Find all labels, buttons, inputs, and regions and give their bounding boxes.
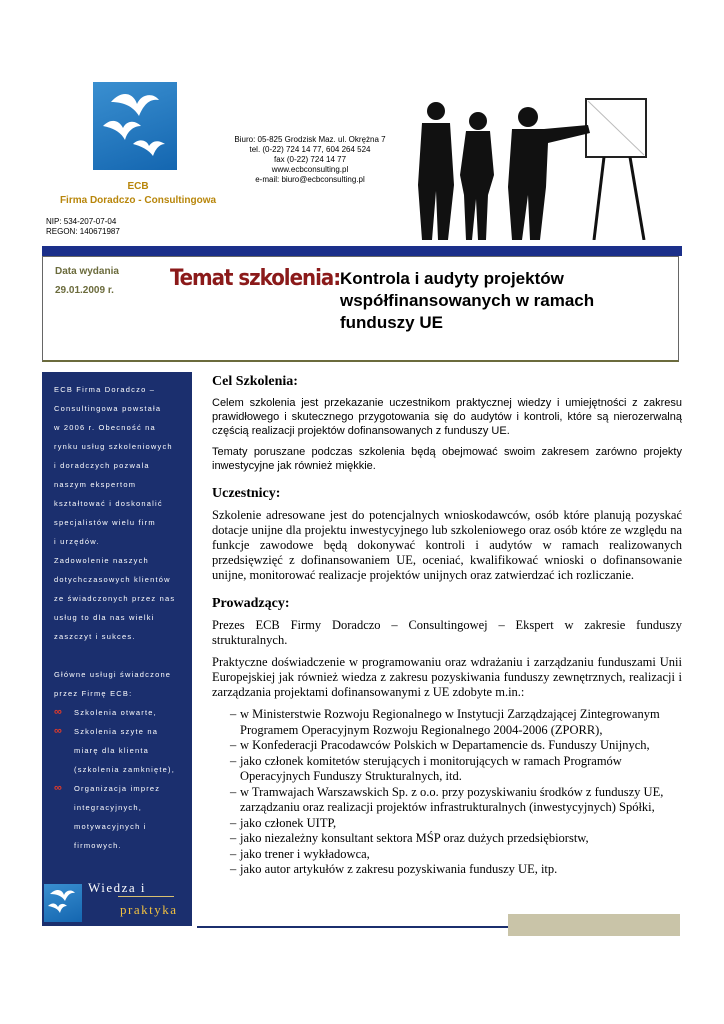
sidebar-intro-line: Consultingowa powstała bbox=[54, 404, 162, 413]
footer-accent-bar bbox=[508, 914, 680, 936]
company-full-name: Firma Doradczo - Consultingowa bbox=[59, 195, 217, 206]
service-line: Szkolenia otwarte, bbox=[74, 708, 157, 717]
services-heading-line: Główne usługi świadczone bbox=[54, 670, 172, 679]
date-value: 29.01.2009 r. bbox=[55, 285, 114, 296]
sidebar-intro-line: ze świadczonych przez nas bbox=[54, 594, 176, 603]
services-heading-line: przez Firmę ECB: bbox=[54, 689, 133, 698]
list-item: – jako autor artykułów z zakresu pozyskiwania funduszy UE, itp. bbox=[230, 862, 682, 878]
trainer-paragraph: Prezes ECB Firmy Doradczo – Consultingowej – Ekspert w zakresie funduszy strukturalnych. bbox=[212, 618, 682, 647]
website-line: www.ecbconsulting.pl bbox=[271, 165, 349, 174]
birds-logo-icon bbox=[93, 82, 177, 170]
service-item bbox=[42, 779, 192, 798]
header-divider bbox=[42, 246, 682, 256]
sidebar-intro-line: usług to dla nas wielki bbox=[54, 613, 155, 622]
sidebar-intro-line: rynku usług szkoleniowych bbox=[54, 442, 173, 451]
trainer-heading: Prowadzący: bbox=[212, 596, 290, 611]
slogan-line-1: Wiedza i bbox=[88, 880, 147, 895]
list-item: – jako niezależny konsultant sektora MŚP oraz dużych przedsiębiorstw, bbox=[230, 831, 682, 847]
sidebar-intro-line: specjalistów wielu firm bbox=[54, 518, 156, 527]
address-line: Biuro: 05-825 Grodzisk Maz. ul. Okrężna 7 bbox=[234, 135, 386, 144]
company-name-block bbox=[58, 180, 218, 208]
sidebar-intro-line: ECB Firma Doradczo – bbox=[54, 385, 156, 394]
slogan-divider bbox=[118, 896, 174, 897]
infinity-bullet-icon: ∞ bbox=[54, 706, 64, 718]
service-item bbox=[42, 703, 192, 722]
slogan-line-2: praktyka bbox=[120, 902, 178, 917]
goal-paragraph: Tematy poruszane podczas szkolenia będą obejmować swoim zakresem zarówno projekty inwestycyjne jak również miękkie. bbox=[212, 446, 682, 472]
company-logo bbox=[93, 82, 177, 170]
email-line: e-mail: biuro@ecbconsulting.pl bbox=[255, 175, 365, 184]
topic-label: Temat szkolenia: bbox=[170, 266, 341, 291]
nip: NIP: 534-207-07-04 bbox=[46, 217, 117, 226]
list-item: – w Tramwajach Warszawskich Sp. z o.o. przy pozyskiwaniu środków z funduszy UE, zarządzaniu oraz realizacji projektów infrastrukturalnych (inwestycyjnych) Spółki, bbox=[230, 785, 682, 816]
sidebar-intro-line: Zadowolenie naszych bbox=[54, 556, 149, 565]
goal-paragraph: Celem szkolenia jest przekazanie uczestnikom praktycznej wiedzy i umiejętności z zakresu prawidłowego i skutecznego przygotowania się do audytów i kontroli, które są nierozerwalną częścią realizacji projektów dofinansowanych z funduszy UE. bbox=[212, 397, 682, 437]
fax-line: fax (0-22) 724 14 77 bbox=[273, 155, 347, 164]
sidebar-intro-line: kształtować i doskonalić bbox=[54, 499, 163, 508]
service-line: Szkolenia szyte na bbox=[74, 727, 159, 736]
birds-logo-icon bbox=[44, 884, 82, 922]
service-line: integracyjnych, bbox=[74, 803, 143, 812]
presentation-illustration bbox=[408, 95, 678, 240]
service-item bbox=[42, 722, 192, 741]
date-label: Data wydania bbox=[55, 266, 119, 277]
list-item: – w Konfederacji Pracodawców Polskich w Departamencie ds. Funduszy Unijnych, bbox=[230, 738, 682, 754]
service-line: (szkolenia zamknięte), bbox=[74, 765, 176, 774]
phone-line: tel. (0-22) 724 14 77, 604 264 524 bbox=[249, 145, 371, 154]
service-line: firmowych. bbox=[74, 841, 122, 850]
sidebar-intro-line: i urzędów. bbox=[54, 537, 100, 546]
list-item: – jako trener i wykładowca, bbox=[230, 847, 682, 863]
sidebar-intro-line: naszym ekspertom bbox=[54, 480, 137, 489]
sidebar-intro-line: w 2006 r. Obecność na bbox=[54, 423, 156, 432]
sidebar-intro-line: zaszczyt i sukces. bbox=[54, 632, 136, 641]
course-title: Kontrola i audyty projektów współfinansowanych w ramach funduszy UE bbox=[340, 269, 595, 332]
participants-heading: Uczestnicy: bbox=[212, 486, 281, 501]
goal-heading: Cel Szkolenia: bbox=[212, 374, 298, 389]
sidebar-intro-line: i doradczych pozwala bbox=[54, 461, 150, 470]
participants-paragraph: Szkolenie adresowane jest do potencjalnych wnioskodawców, osób które planują pozyskać dotacje unijne dla projektu inwestycyjnego lub szkoleniowego oraz osób które ze względu na funkcje zawodowe będą dokonywać kontroli i audytów w ramach realizowanych przedsięwzięć z dofinansowaniem UE, oceniać, kwalifikować wnioski o dofinansowanie unijne, monitorować realizacje projektów unijnych oraz zatwierdzać ich rozliczanie. bbox=[212, 508, 682, 582]
service-line: motywacyjnych i bbox=[74, 822, 147, 831]
infinity-bullet-icon: ∞ bbox=[54, 725, 64, 737]
sidebar-intro-line: dotychczasowych klientów bbox=[54, 575, 171, 584]
sidebar-logo bbox=[44, 884, 82, 922]
company-address bbox=[215, 135, 405, 185]
trainer-paragraph: Praktyczne doświadczenie w programowaniu oraz wdrażaniu i zarządzaniu funduszami Unii Europejskiej jak również wiedza z zakresu pozyskiwania funduszy zewnętrznych, realizacji i zarządzania projektami dofinansowanymi z UE zdobyte m.in.: bbox=[212, 655, 682, 699]
sidebar bbox=[42, 372, 192, 926]
company-short-name: ECB bbox=[127, 181, 149, 192]
infinity-bullet-icon: ∞ bbox=[54, 782, 64, 794]
list-item: – w Ministerstwie Rozwoju Regionalnego w Instytucji Zarządzającej Zintegrowanym Programem Operacyjnym Rozwoju Regionalnego 2004-2006 (ZPORR), bbox=[230, 707, 682, 738]
main-content bbox=[212, 374, 682, 878]
list-item: – jako członek komitetów sterujących i monitorujących w ramach Programów Operacyjnych Funduszy Strukturalnych, itd. bbox=[230, 754, 682, 785]
company-ids bbox=[46, 217, 120, 237]
service-line: miarę dla klienta bbox=[74, 746, 150, 755]
people-silhouette-icon bbox=[408, 95, 678, 240]
experience-list bbox=[212, 707, 682, 878]
service-line: Organizacja imprez bbox=[74, 784, 161, 793]
list-item: – jako członek UITP, bbox=[230, 816, 682, 832]
regon: REGON: 140671987 bbox=[46, 227, 120, 236]
